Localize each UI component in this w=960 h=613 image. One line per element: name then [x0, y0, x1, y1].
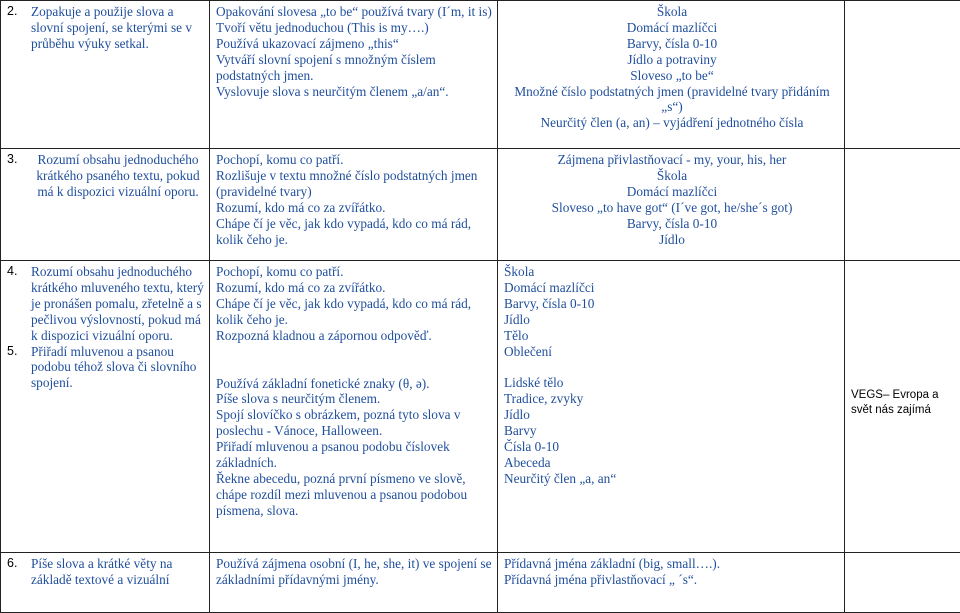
note-cell	[845, 1, 960, 149]
table-row	[1, 149, 960, 261]
topic-line: Jídlo	[504, 312, 840, 328]
topic-line: Škola	[504, 4, 840, 20]
outcome-number: 6.	[7, 556, 31, 588]
note-cell	[845, 553, 960, 613]
competence-line: Používá zájmena osobní (I, he, she, it) ve spojení se základními přídavnými jmény.	[216, 556, 493, 588]
outcome-item	[7, 4, 205, 52]
topic-line: Množné číslo podstatných jmen (pravidelné tvary přidáním „s“)	[504, 84, 840, 116]
competence-line: Používá ukazovací zájmeno „this“	[216, 36, 493, 52]
outcome-item	[7, 152, 205, 200]
note-cell	[845, 149, 960, 261]
topic-cell	[498, 1, 845, 149]
topic-line: Tělo	[504, 328, 840, 344]
competence-cell	[210, 553, 498, 613]
outcome-cell	[1, 149, 210, 261]
competence-line: Vytváří slovní spojení s množným číslem podstatných jmen.	[216, 52, 493, 84]
outcome-number: 2.	[7, 4, 31, 52]
outcome-text: Zopakuje a použije slova a slovní spojení, se kterými se v průběhu výuky setkal.	[31, 4, 205, 52]
note-cell	[845, 261, 960, 553]
topic-line: Neurčitý člen „a, an“	[504, 471, 840, 487]
competence-line: Rozlišuje v textu množné číslo podstatných jmen (pravidelné tvary)	[216, 168, 493, 200]
topic-cell	[498, 149, 845, 261]
topic-line: Lidské tělo	[504, 375, 840, 391]
competence-line: Přiřadí mluvenou a psanou podobu číslovek základních.	[216, 439, 493, 471]
competence-line: Tvoří větu jednoduchou (This is my….)	[216, 20, 493, 36]
topic-line: Sloveso „to be“	[504, 68, 840, 84]
outcome-number: 5.	[7, 344, 31, 392]
topic-line: Abeceda	[504, 455, 840, 471]
table-row	[1, 1, 960, 149]
competence-line: Rozumí, kdo má co za zvířátko.	[216, 280, 493, 296]
outcome-text: Rozumí obsahu jednoduchého krátkého mluveného textu, který je pronášen pomalu, zřetelně a s pečlivou výslovností, pokud má k dispozici vizuální oporu.	[31, 264, 205, 344]
competence-line: Rozumí, kdo má co za zvířátko.	[216, 200, 493, 216]
outcome-item	[7, 556, 205, 588]
topic-line: Barvy	[504, 423, 840, 439]
topic-cell	[498, 553, 845, 613]
competence-line: Pochopí, komu co patří.	[216, 264, 493, 280]
topic-line: Čísla 0-10	[504, 439, 840, 455]
outcome-cell	[1, 1, 210, 149]
topic-line: Domácí mazlíčci	[504, 184, 840, 200]
outcome-cell	[1, 553, 210, 613]
outcome-text: Píše slova a krátké věty na základě textové a vizuální	[31, 556, 205, 588]
competence-cell	[210, 1, 498, 149]
outcome-item	[7, 264, 205, 344]
competence-line: Používá základní fonetické znaky (θ, ə).	[216, 376, 493, 392]
outcome-cell	[1, 261, 210, 553]
outcome-text: Rozumí obsahu jednoduchého krátkého psaného textu, pokud má k dispozici vizuální oporu.	[31, 152, 205, 200]
competence-line: Vyslovuje slova s neurčitým členem „a/an“.	[216, 84, 493, 100]
competence-line: Řekne abecedu, pozná první písmeno ve slově, chápe rozdíl mezi mluvenou a psanou podobou písmena, slova.	[216, 471, 493, 519]
competence-cell	[210, 149, 498, 261]
topic-line: Barvy, čísla 0-10	[504, 296, 840, 312]
topic-line: Barvy, čísla 0-10	[504, 36, 840, 52]
competence-line: Rozpozná kladnou a zápornou odpověď.	[216, 328, 493, 344]
outcome-item	[7, 344, 205, 392]
topic-line: Neurčitý člen (a, an) – vyjádření jednotného čísla	[504, 115, 840, 131]
competence-line: Opakování slovesa „to be“ používá tvary (I´m, it is)	[216, 4, 493, 20]
topic-line: Zájmena přivlastňovací - my, your, his, her	[504, 152, 840, 168]
outcome-text: Přiřadí mluvenou a psanou podobu téhož slova či slovního spojení.	[31, 344, 205, 392]
topic-line: Oblečení	[504, 344, 840, 360]
topic-line: Jídlo	[504, 407, 840, 423]
table-row	[1, 261, 960, 553]
note-text: VEGS– Evropa a svět nás zajímá	[851, 389, 939, 416]
table-row	[1, 553, 960, 613]
competence-line: Píše slova s neurčitým členem.	[216, 391, 493, 407]
topic-line: Přídavná jména přivlastňovací „ ´s“.	[504, 572, 840, 588]
outcome-number: 3.	[7, 152, 31, 200]
topic-line: Škola	[504, 168, 840, 184]
competence-cell	[210, 261, 498, 553]
competence-line: Pochopí, komu co patří.	[216, 152, 493, 168]
topic-cell	[498, 261, 845, 553]
topic-line: Domácí mazlíčci	[504, 280, 840, 296]
competence-line: Chápe čí je věc, jak kdo vypadá, kdo co má rád, kolik čeho je.	[216, 296, 493, 328]
topic-line: Domácí mazlíčci	[504, 20, 840, 36]
topic-line: Jídlo	[504, 232, 840, 248]
topic-line: Škola	[504, 264, 840, 280]
competence-line: Spojí slovíčko s obrázkem, pozná tyto slova v poslechu - Vánoce, Halloween.	[216, 407, 493, 439]
topic-line: Tradice, zvyky	[504, 391, 840, 407]
topic-line: Sloveso „to have got“ (I´ve got, he/she´s got)	[504, 200, 840, 216]
outcome-number: 4.	[7, 264, 31, 344]
topic-line: Jídlo a potraviny	[504, 52, 840, 68]
topic-line: Barvy, čísla 0-10	[504, 216, 840, 232]
topic-line: Přídavná jména základní (big, small….).	[504, 556, 840, 572]
competence-line: Chápe čí je věc, jak kdo vypadá, kdo co má rád, kolik čeho je.	[216, 216, 493, 248]
